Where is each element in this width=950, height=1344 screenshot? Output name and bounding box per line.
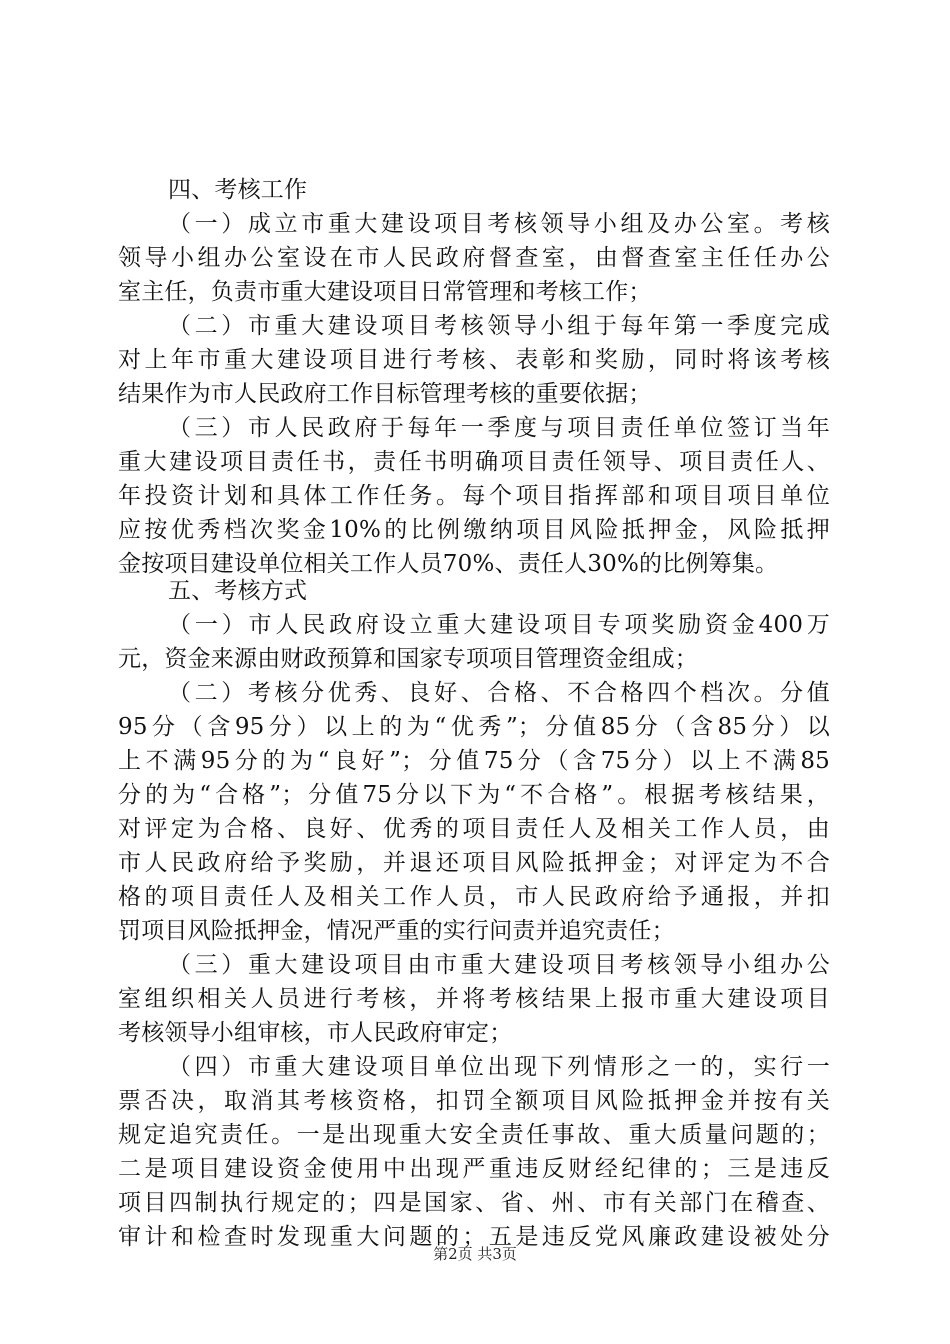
paragraph-line: 票否决，取消其考核资格，扣罚全额项目风险抵押金并按有关 <box>118 1088 830 1114</box>
section-kaohe-fangshi <box>118 574 830 1254</box>
paragraph-line: 罚项目风险抵押金，情况严重的实行问责并追究责任； <box>118 918 675 944</box>
paragraph-line: 室主任，负责市重大建设项目日常管理和考核工作； <box>118 279 652 305</box>
paragraph-line: 对上年市重大建设项目进行考核、表彰和奖励，同时将该考核 <box>118 347 830 373</box>
paragraph-line: 规定追究责任。一是出现重大安全责任事故、重大质量问题的； <box>118 1122 830 1148</box>
paragraph-line: 领导小组办公室设在市人民政府督查室，由督查室主任任办公 <box>118 245 830 271</box>
paragraph-line: （四）市重大建设项目单位出现下列情形之一的，实行一 <box>168 1054 830 1080</box>
page-number-footer: 第2页 共3页 <box>433 1245 517 1263</box>
paragraph-line: 二是项目建设资金使用中出现严重违反财经纪律的；三是违反 <box>118 1156 830 1182</box>
paragraph-line: 室组织相关人员进行考核，并将考核结果上报市重大建设项目 <box>118 986 830 1012</box>
paragraph-line: 对评定为合格、良好、优秀的项目责任人及相关工作人员，由 <box>118 816 830 842</box>
paragraph-line: 95分（含95分）以上的为“优秀”；分值85分（含85分）以 <box>118 714 830 740</box>
paragraph-line: 审计和检查时发现重大问题的；五是违反党风廉政建设被处分 <box>118 1224 830 1250</box>
paragraph-line: （三）重大建设项目由市重大建设项目考核领导小组办公 <box>168 952 830 978</box>
paragraph-line: 应按优秀档次奖金10%的比例缴纳项目风险抵押金，风险抵押 <box>118 517 830 543</box>
paragraph-line: 元，资金来源由财政预算和国家专项项目管理资金组成； <box>118 646 698 672</box>
paragraph-line: 金按项目建设单位相关工作人员70%、责任人30%的比例筹集。 <box>118 551 779 577</box>
section-heading: 五、考核方式 <box>168 578 308 604</box>
section-kaohe-gongzuo <box>118 173 830 581</box>
paragraph-line: （二）考核分优秀、良好、合格、不合格四个档次。分值 <box>168 680 830 706</box>
paragraph-line: 重大建设项目责任书，责任书明确项目责任领导、项目责任人、 <box>118 449 830 475</box>
paragraph-line: 项目四制执行规定的；四是国家、省、州、市有关部门在稽查、 <box>118 1190 830 1216</box>
section-heading: 四、考核工作 <box>168 177 308 203</box>
paragraph-line: 上不满95分的为“良好”；分值75分（含75分）以上不满85 <box>118 748 830 774</box>
paragraph-line: （一）成立市重大建设项目考核领导小组及办公室。考核 <box>168 211 830 237</box>
paragraph-line: （一）市人民政府设立重大建设项目专项奖励资金400万 <box>168 612 830 638</box>
paragraph-line: 格的项目责任人及相关工作人员，市人民政府给予通报，并扣 <box>118 884 830 910</box>
paragraph-line: 考核领导小组审核，市人民政府审定； <box>118 1020 513 1046</box>
paragraph-line: （二）市重大建设项目考核领导小组于每年第一季度完成 <box>168 313 830 339</box>
paragraph-line: 结果作为市人民政府工作目标管理考核的重要依据； <box>118 381 652 407</box>
paragraph-line: 市人民政府给予奖励，并退还项目风险抵押金；对评定为不合 <box>118 850 830 876</box>
paragraph-line: 年投资计划和具体工作任务。每个项目指挥部和项目项目单位 <box>118 483 830 509</box>
paragraph-line: （三）市人民政府于每年一季度与项目责任单位签订当年 <box>168 415 830 441</box>
paragraph-line: 分的为“合格”；分值75分以下为“不合格”。根据考核结果， <box>118 782 830 808</box>
